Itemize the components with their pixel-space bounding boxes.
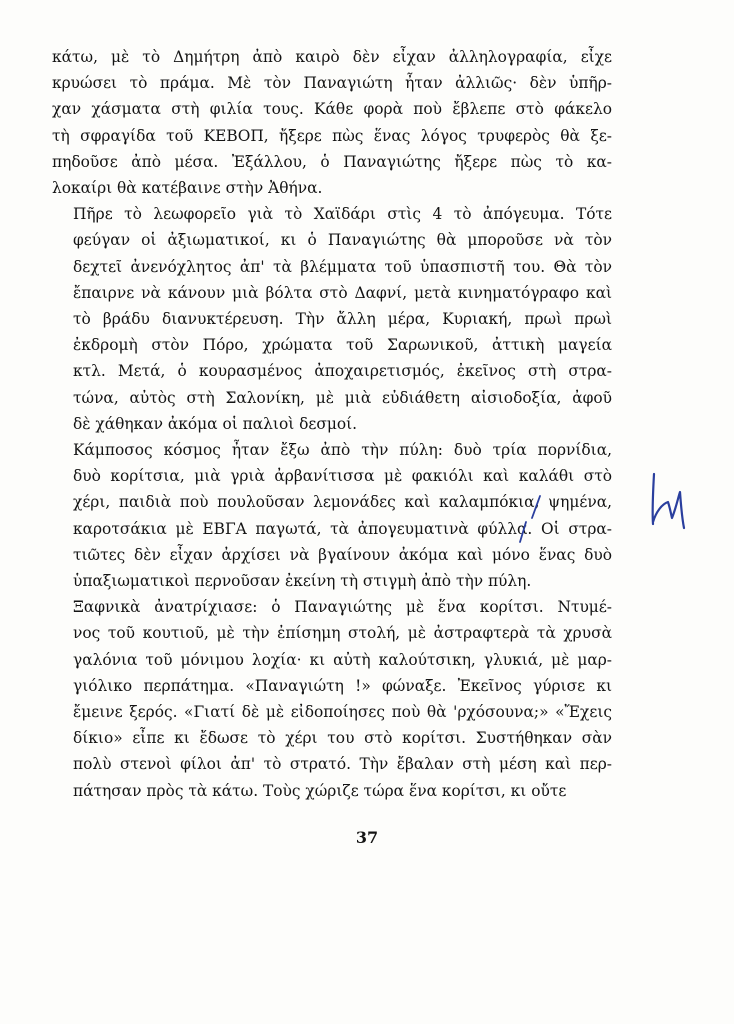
text-line: ὑπαξιωματικοὶ περνοῦσαν ἐκείνη τὴ στιγμὴ ἀπὸ τὴν πύλη. bbox=[73, 572, 532, 591]
correction-slash-1 bbox=[529, 494, 543, 520]
text-line: κρυώσει τὸ πράμα. Μὲ τὸν Παναγιώτη ἦταν ἀλλιῶς· δὲν ὑπῆρ- bbox=[52, 74, 612, 93]
handwritten-margin-mark bbox=[640, 462, 700, 532]
page-number: 37 bbox=[355, 828, 379, 847]
text-line: νος τοῦ κουτιοῦ, μὲ τὴν ἐπίσημη στολή, μὲ ἀστραφτερὰ τὰ χρυσὰ bbox=[73, 624, 612, 643]
margin-mark-stroke bbox=[653, 474, 684, 528]
text-line: καροτσάκια μὲ ΕΒΓΑ παγωτά, τὰ ἀπογευματινὰ φύλλα. Οἱ στρα- bbox=[73, 519, 612, 538]
text-line: πάτησαν πρὸς τὰ κάτω. Τοὺς χώριζε τώρα ἕνα κορίτσι, κι οὔτε bbox=[73, 781, 567, 800]
text-line: χέρι, παιδιὰ ποὺ πουλοῦσαν λεμονάδες καὶ καλαμπόκια, ψημένα, bbox=[73, 493, 612, 512]
text-line: δεχτεῖ ἀνενόχλητος ἀπ' τὰ βλέμματα τοῦ ὑπασπιστῆ του. Θὰ τὸν bbox=[73, 257, 612, 276]
body-text bbox=[52, 44, 612, 804]
text-line: πηδοῦσε ἀπὸ μέσα. Ἐξάλλου, ὁ Παναγιώτης ἤξερε πὼς τὸ κα- bbox=[52, 152, 612, 171]
text-line: Ξαφνικὰ ἀνατρίχιασε: ὁ Παναγιώτης μὲ ἕνα κορίτσι. Ντυμέ- bbox=[73, 598, 612, 617]
paragraph bbox=[52, 44, 612, 201]
text-line: κάτω, μὲ τὸ Δημήτρη ἀπὸ καιρὸ δὲν εἶχαν ἀλληλογραφία, εἶχε bbox=[52, 48, 612, 66]
text-line: πολὺ στενοὶ φίλοι ἀπ' τὸ στρατό. Τὴν ἔβαλαν στὴ μέση καὶ περ- bbox=[73, 755, 612, 774]
text-line: τιῶτες δὲν εἶχαν ἀρχίσει νὰ βγαίνουν ἀκόμα καὶ μόνο ἕνας δυὸ bbox=[73, 545, 612, 564]
text-line: δυὸ κορίτσια, μιὰ γριὰ ἀρβανίτισσα μὲ φακιόλι καὶ καλάθι στὸ bbox=[73, 467, 612, 486]
text-line: ἔμεινε ξερός. «Γιατί δὲ μὲ εἰδοποίησες ποὺ θὰ 'ρχόσουνα;» «Ἔχεις bbox=[73, 703, 612, 722]
text-line: γαλόνια τοῦ μόνιμου λοχία· κι αὐτὴ καλούτσικη, γλυκιά, μὲ μαρ- bbox=[73, 650, 612, 669]
text-line: τὴ σφραγίδα τοῦ ΚΕΒΟΠ, ἤξερε πὼς ἕνας λόγος τρυφερὸς θὰ ξε- bbox=[52, 126, 612, 145]
text-line: ἐκδρομὴ στὸν Πόρο, χρώματα τοῦ Σαρωνικοῦ, ἀττικὴ μαγεία bbox=[73, 336, 612, 355]
text-line: Πῆρε τὸ λεωφορεῖο γιὰ τὸ Χαϊδάρι στὶς 4 τὸ ἀπόγευμα. Τότε bbox=[73, 205, 612, 224]
text-line: λοκαίρι θὰ κατέβαινε στὴν Ἀθήνα. bbox=[52, 179, 323, 198]
text-line: τὸ βράδυ διανυκτέρευση. Τὴν ἄλλη μέρα, Κυριακή, πρωὶ πρωὶ bbox=[73, 310, 612, 329]
paragraph bbox=[52, 437, 612, 594]
text-line: δίκιο» εἶπε κι ἔδωσε τὸ χέρι του στὸ κορίτσι. Συστήθηκαν σὰν bbox=[73, 729, 612, 748]
text-line: Κάμποσος κόσμος ἦταν ἔξω ἀπὸ τὴν πύλη: δυὸ τρία πορνίδια, bbox=[73, 441, 612, 460]
correction-slash-2 bbox=[516, 520, 530, 546]
text-line: κτλ. Μετά, ὁ κουρασμένος ἀποχαιρετισμός, ἐκεῖνος στὴ στρα- bbox=[73, 362, 612, 381]
text-line: δὲ χάθηκαν ἀκόμα οἱ παλιοὶ δεσμοί. bbox=[73, 414, 358, 433]
paragraph bbox=[52, 201, 612, 437]
paragraph bbox=[52, 594, 612, 804]
text-line: χαν χάσματα στὴ φιλία τους. Κάθε φορὰ ποὺ ἔβλεπε στὸ φάκελο bbox=[52, 100, 612, 119]
text-line: γιόλικο περπάτημα. «Παναγιώτη !» φώναξε. Ἐκεῖνος γύρισε κι bbox=[73, 676, 612, 695]
text-line: τώνα, αὐτὸς στὴ Σαλονίκη, μὲ μιὰ εὐδιάθετη αἰσιοδοξία, ἀφοῦ bbox=[73, 388, 612, 407]
text-line: φεύγαν οἱ ἀξιωματικοί, κι ὁ Παναγιώτης θὰ μποροῦσε νὰ τὸν bbox=[73, 231, 612, 250]
text-line: ἔπαιρνε νὰ κάνουν μιὰ βόλτα στὸ Δαφνί, μετὰ κινηματόγραφο καὶ bbox=[73, 283, 612, 302]
